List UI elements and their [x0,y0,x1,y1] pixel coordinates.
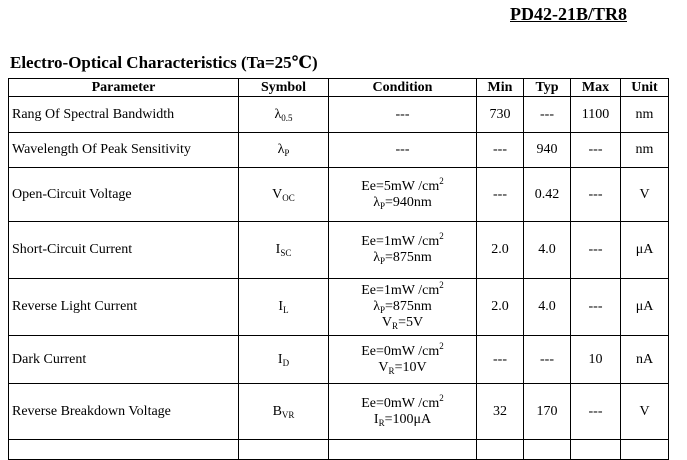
typ-cell: 0.42 [524,168,571,222]
table-row [9,168,669,222]
min-cell: --- [477,168,524,222]
condition-line-2-subscript: R [388,365,395,376]
condition-line-1-text: Ee=5mW /cm [361,178,440,194]
col-header-condition: Condition [329,79,477,97]
typ-cell: 4.0 [524,279,571,336]
condition-line-2-text: =875nm [385,299,432,314]
parameter-cell: Reverse Breakdown Voltage [9,384,239,440]
max-cell: --- [571,279,621,336]
condition-line-2 [329,195,476,211]
condition-line-2-subscript: P [379,200,385,211]
symbol-subscript: SC [280,248,292,258]
condition-line-2 [329,412,476,428]
truncated-cell [621,440,669,460]
condition-line-1-superscript: 2 [439,231,444,241]
parameter-cell: Dark Current [9,336,239,384]
condition-line-2-subscript: P [379,256,385,266]
parameter-cell: Open-Circuit Voltage [9,168,239,222]
col-header-typ: Typ [524,79,571,97]
condition-line-2-text: =940nm [385,194,432,210]
min-cell: --- [477,336,524,384]
max-cell: --- [571,384,621,440]
unit-cell: μA [621,222,669,279]
symbol-main: V [272,186,283,202]
col-header-min: Min [477,79,524,97]
condition-cell [329,384,477,440]
condition-line-1-superscript: 2 [439,175,444,186]
symbol-cell [239,384,329,440]
max-cell: --- [571,222,621,279]
symbol-main: B [272,403,282,419]
condition-line-2 [329,299,476,315]
condition-line-2-lead: I [373,411,379,427]
typ-cell: 940 [524,133,571,168]
condition-line-2-text: =100μA [384,411,432,427]
typ-cell: --- [524,97,571,133]
unit-cell: nm [621,97,669,133]
condition-line-1 [329,392,476,412]
condition-line-2 [329,360,476,376]
typ-cell: --- [524,336,571,384]
condition-line-3-text: =5V [398,315,424,330]
table-row [9,222,669,279]
unit-cell: μA [621,279,669,336]
condition-cell [329,168,477,222]
symbol-subscript: 0.5 [281,112,293,123]
condition-line-2-text: =10V [394,359,427,375]
condition-line-1-superscript: 2 [439,340,444,351]
min-cell: 2.0 [477,222,524,279]
condition-line-1-text: Ee=1mW /cm [361,234,440,249]
truncated-cell [524,440,571,460]
part-number: PD42-21B/TR8 [510,4,627,24]
symbol-cell [239,222,329,279]
electro-optical-table [8,78,669,460]
unit-cell: nA [621,336,669,384]
truncated-cell [239,440,329,460]
condition-line-2-subscript: P [379,305,385,315]
unit-cell: V [621,168,669,222]
condition-line-1 [329,175,476,195]
col-header-unit: Unit [621,79,669,97]
condition-line-1-text: --- [395,142,410,157]
parameter-cell: Rang Of Spectral Bandwidth [9,97,239,133]
condition-line-1 [329,142,476,158]
condition-line-1 [329,280,476,299]
symbol-cell [239,168,329,222]
typ-cell: 170 [524,384,571,440]
col-header-max: Max [571,79,621,97]
max-cell: 1100 [571,97,621,133]
table-row [9,384,669,440]
max-cell: --- [571,168,621,222]
condition-line-1-text: Ee=1mW /cm [361,283,440,298]
condition-line-1-superscript: 2 [439,280,444,290]
symbol-subscript: VR [281,409,295,420]
condition-cell [329,222,477,279]
symbol-cell [239,336,329,384]
condition-cell [329,279,477,336]
truncated-cell [571,440,621,460]
table-header-row [9,79,669,97]
condition-line-2-lead: λ [373,299,380,314]
condition-line-2-lead: V [378,359,389,375]
parameter-cell: Short-Circuit Current [9,222,239,279]
condition-line-2-lead: λ [373,250,380,265]
unit-cell: nm [621,133,669,168]
symbol-subscript: D [282,357,290,368]
condition-line-1-text: --- [395,106,410,122]
symbol-main: λ [277,142,285,157]
symbol-cell [239,279,329,336]
symbol-main: I [275,242,281,257]
symbol-subscript: P [284,148,290,158]
max-cell: 10 [571,336,621,384]
condition-line-1 [329,107,476,123]
condition-line-2-lead: λ [373,194,380,210]
symbol-cell [239,133,329,168]
table-row [9,336,669,384]
condition-line-2-subscript: R [378,417,385,428]
table-row [9,97,669,133]
symbol-main: I [278,299,284,314]
parameter-cell: Wavelength Of Peak Sensitivity [9,133,239,168]
symbol-subscript: OC [282,192,295,203]
col-header-parameter: Parameter [9,79,239,97]
parameter-cell: Reverse Light Current [9,279,239,336]
condition-line-2 [329,250,476,266]
unit-cell: V [621,384,669,440]
condition-line-1-text: Ee=0mW /cm [361,343,440,359]
section-title: Electro-Optical Characteristics (Ta=25℃) [10,53,318,72]
condition-cell [329,97,477,133]
condition-line-1 [329,340,476,360]
symbol-cell [239,97,329,133]
symbol-main: λ [274,106,282,122]
min-cell: 2.0 [477,279,524,336]
col-header-symbol: Symbol [239,79,329,97]
table-row [9,279,669,336]
table-row [9,133,669,168]
condition-line-3-lead: V [381,315,393,330]
truncated-cell [9,440,239,460]
condition-line-3 [329,315,476,331]
condition-line-1-text: Ee=0mW /cm [361,395,440,411]
table-row-truncated [9,440,669,460]
typ-cell: 4.0 [524,222,571,279]
truncated-cell [477,440,524,460]
symbol-main: I [277,351,283,367]
min-cell: 32 [477,384,524,440]
min-cell: 730 [477,97,524,133]
condition-cell [329,336,477,384]
truncated-cell [329,440,477,460]
condition-line-1-superscript: 2 [439,392,444,403]
condition-cell [329,133,477,168]
max-cell: --- [571,133,621,168]
condition-line-3-subscript: R [392,321,399,331]
min-cell: --- [477,133,524,168]
condition-line-2-text: =875nm [385,250,432,265]
symbol-subscript: L [283,305,289,315]
condition-line-1 [329,231,476,250]
